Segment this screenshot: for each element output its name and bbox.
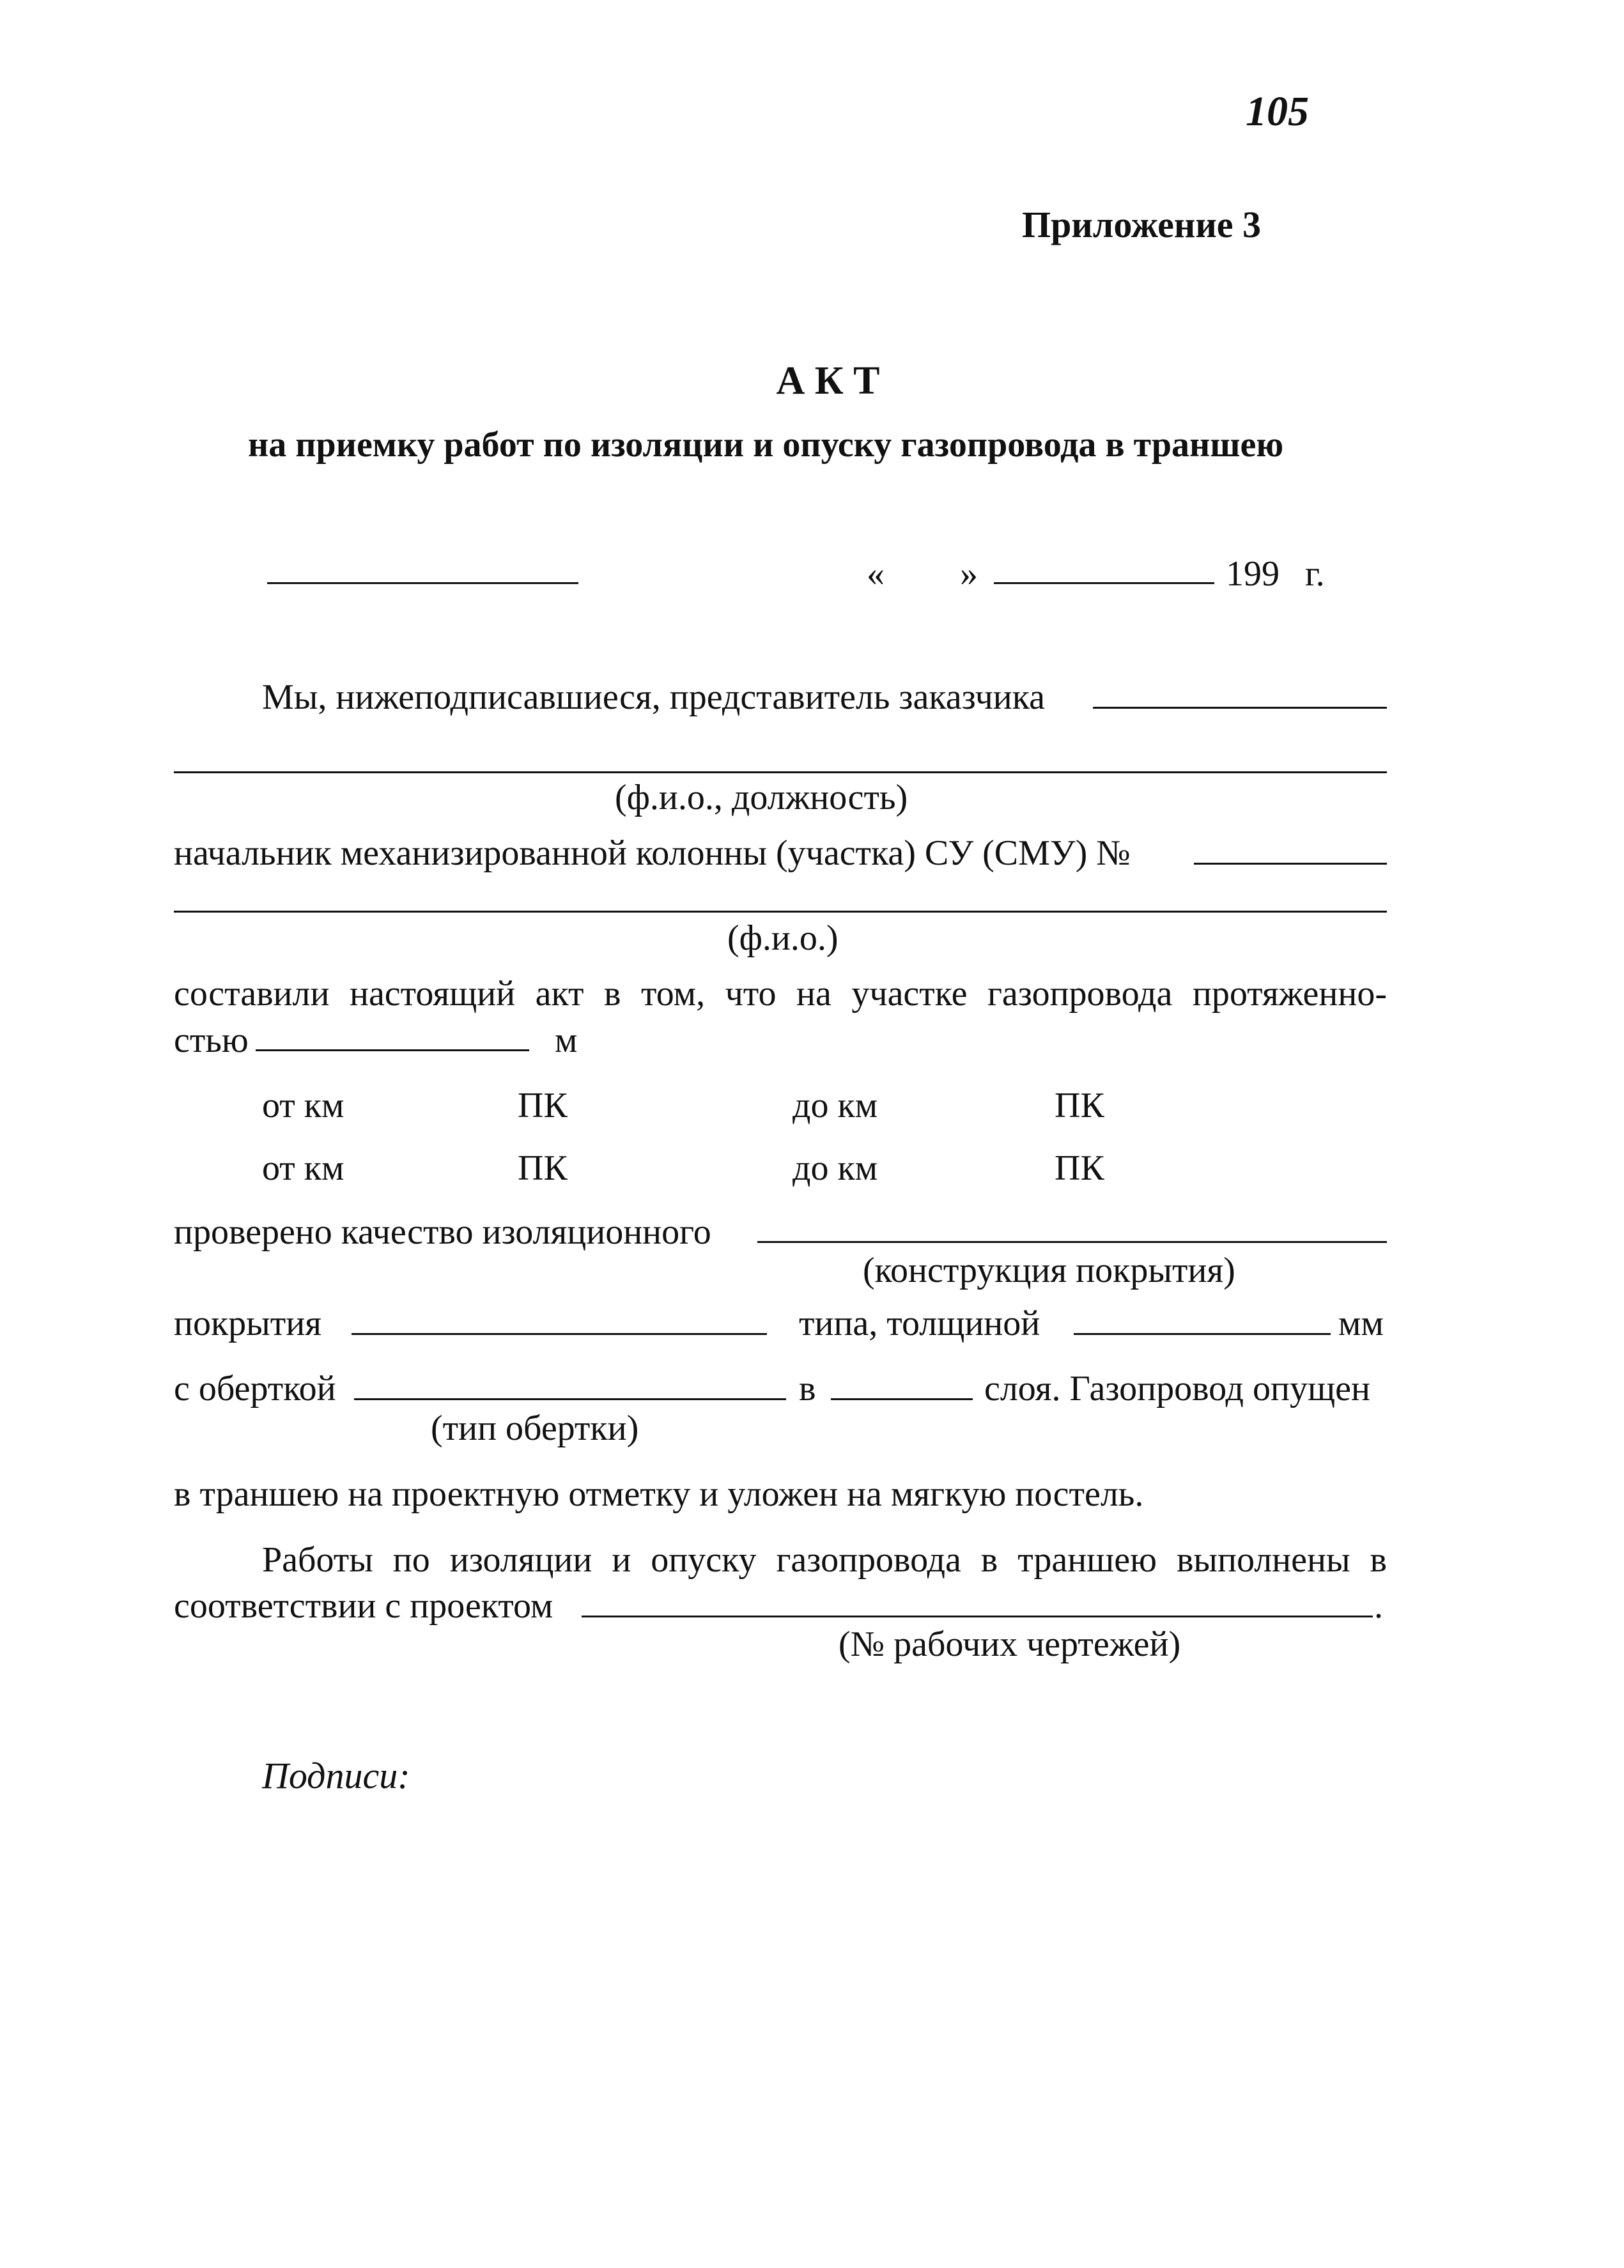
date-year-suffix: г. — [1305, 554, 1325, 594]
in-label: в — [799, 1369, 816, 1408]
coating-label: покрытия — [174, 1304, 321, 1343]
customer-rep-blank-full[interactable] — [174, 771, 1387, 773]
document-subtitle: на приемку работ по изоляции и опуску газопровода в траншею — [248, 425, 1284, 465]
caption-wrap-type: (тип обертки) — [431, 1408, 639, 1448]
segment1-from-km: от км — [262, 1086, 344, 1125]
layers-count-blank[interactable] — [831, 1398, 973, 1400]
caption-fio-position: (ф.и.о., должность) — [615, 778, 908, 817]
intro-text: Мы, нижеподписавшиеся, представитель заказчика — [262, 677, 1045, 717]
segment1-from-pk: ПК — [518, 1086, 568, 1125]
trench-text: в траншею на проектную отметку и уложен на мягкую постель. — [174, 1474, 1144, 1514]
chief-fio-blank[interactable] — [174, 911, 1387, 913]
wrap-label: с оберткой — [174, 1369, 336, 1408]
thickness-blank[interactable] — [1074, 1333, 1331, 1335]
drawings-number-blank[interactable] — [582, 1616, 1373, 1617]
length-blank[interactable] — [256, 1049, 529, 1051]
date-close-quote: » — [960, 554, 978, 594]
para2-line1: Работы по изоляции и опуску газопровода в траншею выполнены в — [262, 1540, 1387, 1580]
unit-mm: мм — [1338, 1304, 1384, 1343]
customer-rep-blank[interactable] — [1093, 707, 1387, 709]
appendix-label: Приложение 3 — [1022, 204, 1261, 245]
page-number: 105 — [1246, 88, 1309, 135]
period: . — [1374, 1586, 1383, 1626]
caption-coating-construction: (конструкция покрытия) — [863, 1251, 1235, 1290]
coating-construction-blank[interactable] — [757, 1241, 1387, 1243]
para1-line1: составили настоящий акт в том, что на участке газопровода протяженно- — [174, 974, 1387, 1014]
segment1-to-pk: ПК — [1055, 1086, 1104, 1125]
su-number-blank[interactable] — [1194, 863, 1387, 865]
month-blank-line[interactable] — [994, 582, 1214, 584]
type-thickness-text: типа, толщиной — [799, 1304, 1040, 1343]
segment2-from-pk: ПК — [518, 1148, 568, 1188]
chief-text: начальник механизированной колонны (участка) СУ (СМУ) № — [174, 833, 1131, 873]
coating-type-blank[interactable] — [352, 1333, 767, 1335]
document-title: А К Т — [776, 359, 880, 403]
layers-text: слоя. Газопровод опущен — [984, 1369, 1370, 1408]
caption-fio: (ф.и.о.) — [727, 918, 839, 958]
checked-quality-text: проверено качество изоляционного — [174, 1212, 711, 1252]
wrap-type-blank[interactable] — [354, 1398, 786, 1400]
para2-line2: соответствии с проектом — [174, 1586, 553, 1626]
unit-m: м — [555, 1021, 578, 1060]
place-blank-line[interactable] — [267, 582, 578, 584]
date-year: 199 — [1226, 554, 1280, 594]
date-open-quote: « — [867, 554, 885, 594]
caption-drawings: (№ рабочих чертежей) — [839, 1624, 1181, 1664]
segment1-to-km: до км — [793, 1086, 878, 1125]
para1-line2-start: стью — [174, 1021, 249, 1060]
signatures-label: Подписи: — [262, 1755, 410, 1796]
segment2-from-km: от км — [262, 1148, 344, 1188]
segment2-to-pk: ПК — [1055, 1148, 1104, 1188]
segment2-to-km: до км — [793, 1148, 878, 1188]
